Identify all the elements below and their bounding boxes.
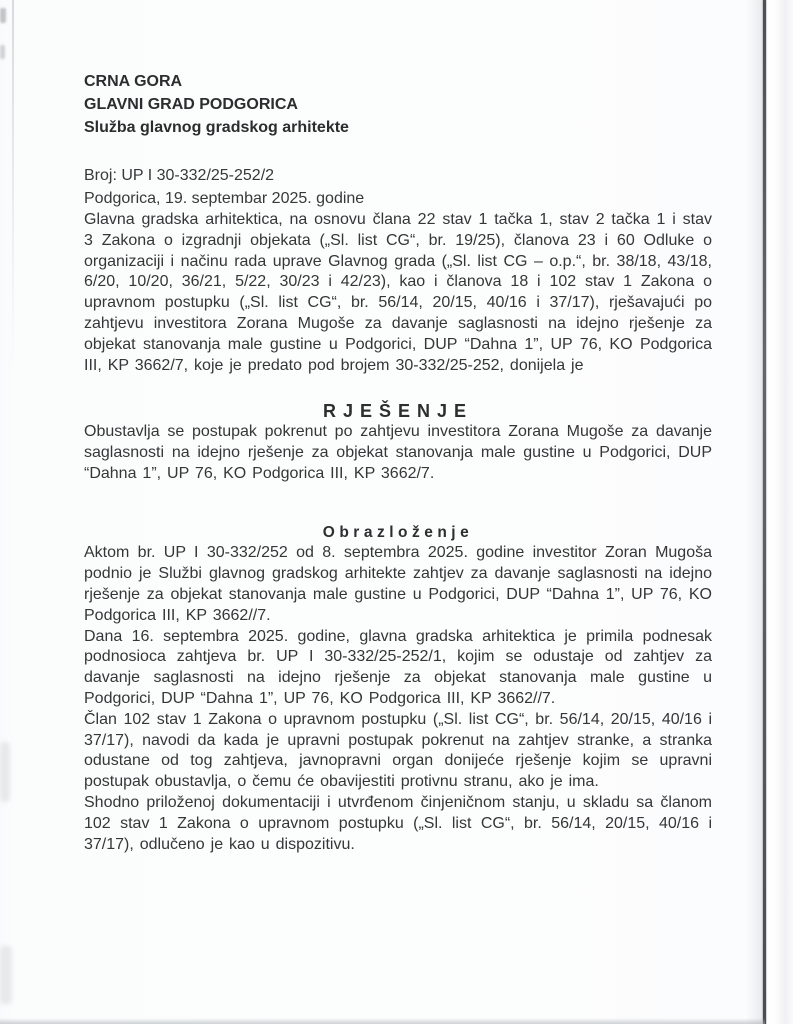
scan-smudge xyxy=(0,45,5,59)
scan-smudge xyxy=(0,742,10,802)
place-date-line: Podgorica, 19. septembar 2025. godine xyxy=(84,190,365,207)
letterhead xyxy=(84,70,712,139)
scan-page-edge-line xyxy=(763,0,766,1024)
scan-bottom-shadow xyxy=(0,1018,765,1024)
scan-smudge xyxy=(0,8,6,23)
letterhead-city: GLAVNI GRAD PODGORICA xyxy=(84,96,298,113)
decision-title: RJEŠENJE xyxy=(322,401,474,422)
explanation-paragraph-2: Dana 16. septembra 2025. godine, glavna gradska arhitektica je primila podnesak podnosioca zahtjeva br. UP I 30-332/25-252/1, kojim se odustaje od zahtjev za davanje saglasnosti na idejno rješenje za objekat stanovanja male gustine u Podgorici, DUP “Dahna 1”, UP 76, KO Podgorica III, KP 3662//7. xyxy=(84,627,712,707)
explanation-paragraph-1: Aktom br. UP I 30-332/252 od 8. septembra 2025. godine investitor Zoran Mugoša podnio je Službi glavnog gradskog arhitekte zahtjev za davanje saglasnosti na idejno rješenje za objekat stanovanja male gustine u Podgorici, DUP “Dahna 1”, UP 76, KO Podgorica III, KP 3662//7. xyxy=(84,544,712,624)
explanation-title: Obrazloženje xyxy=(322,523,474,541)
explanation-paragraph-3: Član 102 stav 1 Zakona o upravnom postupku („Sl. list CG“, br. 56/14, 20/15, 40/16 i 37/17), navodi da kada je upravni postupak pokrenut na zahtjev stranke, a stranka odustane od tog zahtjeva, javnopravni organ donijeće rješenje kojim se upravni postupak obustavlja, o čemu će obavijestiti protivnu stranu, ako je ima. xyxy=(84,710,712,791)
decision-paragraph: Obustavlja se postupak pokrenut po zahtjevu investitora Zorana Mugoše za davanje saglasnosti na idejno rješenje za objekat stanovanja male gustine u Podgorici, DUP “Dahna 1”, UP 76, KO Podgorica III, KP 3662/7. xyxy=(84,423,712,482)
explanation-paragraph-4: Shodno priloženoj dokumentaciji i utvrđenom činjeničnom stanju, u skladu sa članom 102 stav 1 Zakona o upravnom postupku („Sl. list CG“, br. 56/14, 20/15, 40/16 i 37/17), odlučeno je kao u dispozitivu. xyxy=(84,793,712,853)
scan-smudge xyxy=(0,946,12,1004)
case-number-line: Broj: UP I 30-332/25-252/2 xyxy=(84,167,275,184)
document-content xyxy=(84,70,712,855)
letterhead-country: CRNA GORA xyxy=(84,73,183,90)
scan-right-page-shadow xyxy=(746,0,764,1024)
letterhead-office: Služba glavnog gradskog arhitekte xyxy=(84,119,349,136)
intro-paragraph: Glavna gradska arhitektica, na osnovu člana 22 stav 1 tačka 1, stav 2 tačka 1 i stav 3 Zakona o izgradnji objekata („Sl. list CG“, br. 19/25), članova 23 i 60 Odluke o organizaciji i načinu rada uprave Glavnog grada („Sl. list CG – o.p.“, br. 38/18, 43/18, 6/20, 10/20, 36/21, 5/22, 30/23 i 42/23), kao i članova 18 i 102 stav 1 Zakona o upravnom postupku („Sl. list CG“, br. 56/14, 20/15, 40/16 i 37/17), rješavajući po zahtjevu investitora Zorana Mugoše za davanje saglasnosti na idejno rješenje za objekat stanovanja male gustine u Podgorici, DUP “Dahna 1”, UP 76, KO Podgorica III, KP 3662/7, koje je predato pod brojem 30-332/25-252, donijela je xyxy=(84,211,712,374)
case-reference-block xyxy=(84,164,712,210)
scan-right-margin xyxy=(767,0,793,1024)
scan-left-page-edge xyxy=(12,0,14,370)
